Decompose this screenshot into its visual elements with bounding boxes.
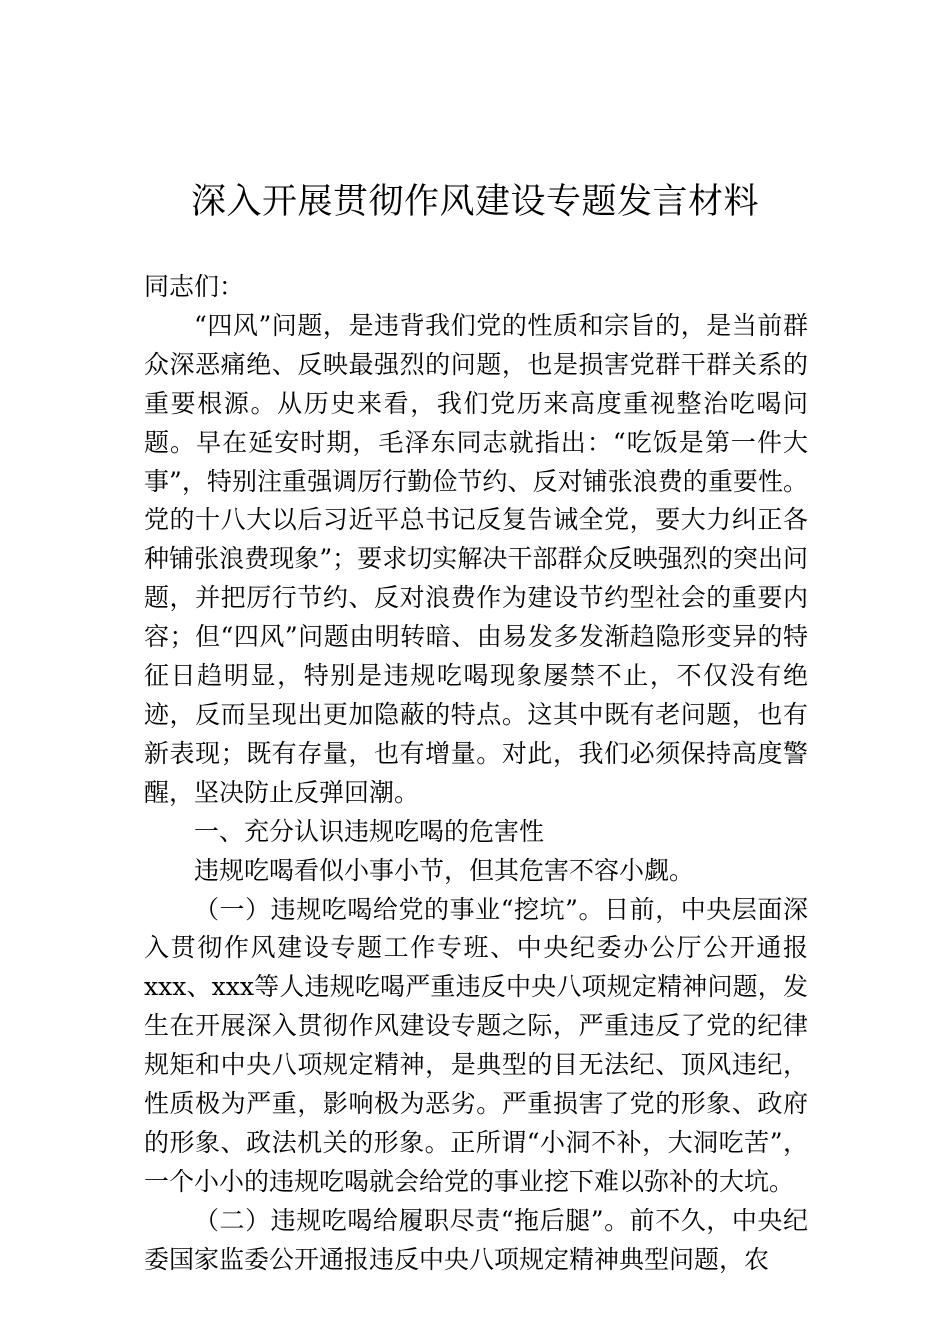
paragraph-subsection-1: （一）违规吃喝给党的事业“挖坑”。日前，中央层面深入贯彻作风建设专题工作专班、中央纪委办公厅公开通报xxx、xxx等人违规吃喝严重违反中央八项规定精神问题，发生在开展深入贯彻作风建设专题之际，严重违反了党的纪律规矩和中央八项规定精神，是典型的目无法纪、顶风违纪，性质极为严重，影响极为恶劣。严重损害了党的形象、政府的形象、政法机关的形象。正所谓“小洞不补，大洞吃苦”，一个小小的违规吃喝就会给党的事业挖下难以弥补的大坑。 <box>144 894 808 1196</box>
salutation: 同志们： <box>144 272 245 301</box>
paragraph-intro: “四风”问题，是违背我们党的性质和宗旨的，是当前群众深恶痛绝、反映最强烈的问题，也是损害党群干群关系的重要根源。从历史来看，我们党历来高度重视整治吃喝问题。早在延安时期，毛泽东同志就指出：“吃饭是第一件大事”，特别注重强调厉行勤俭节约、反对铺张浪费的重要性。党的十八大以后习近平总书记反复告诫全党，要大力纠正各种铺张浪费现象”；要求切实解决干部群众反映强烈的突出问题，并把厉行节约、反对浪费作为建设节约型社会的重要内容；但“四风”问题由明转暗、由易发多发渐趋隐形变异的特征日趋明显，特别是违规吃喝现象屡禁不止，不仅没有绝迹，反而呈现出更加隐蔽的特点。这其中既有老问题，也有新表现；既有存量，也有增量。对此，我们必须保持高度警醒，坚决防止反弹回潮。 <box>144 310 808 807</box>
document-body <box>144 268 808 1280</box>
section-heading-1: 一、充分认识违规吃喝的危害性 <box>194 816 545 846</box>
paragraph-section-1-lead: 违规吃喝看似小事小节，但其危害不容小觑。 <box>194 855 695 885</box>
paragraph-subsection-2: （二）违规吃喝给履职尽责“拖后腿”。前不久，中央纪委国家监委公开通报违反中央八项规定精神典型问题，农 <box>144 1205 808 1274</box>
document-title: 深入开展贯彻作风建设专题发言材料 <box>190 182 759 222</box>
